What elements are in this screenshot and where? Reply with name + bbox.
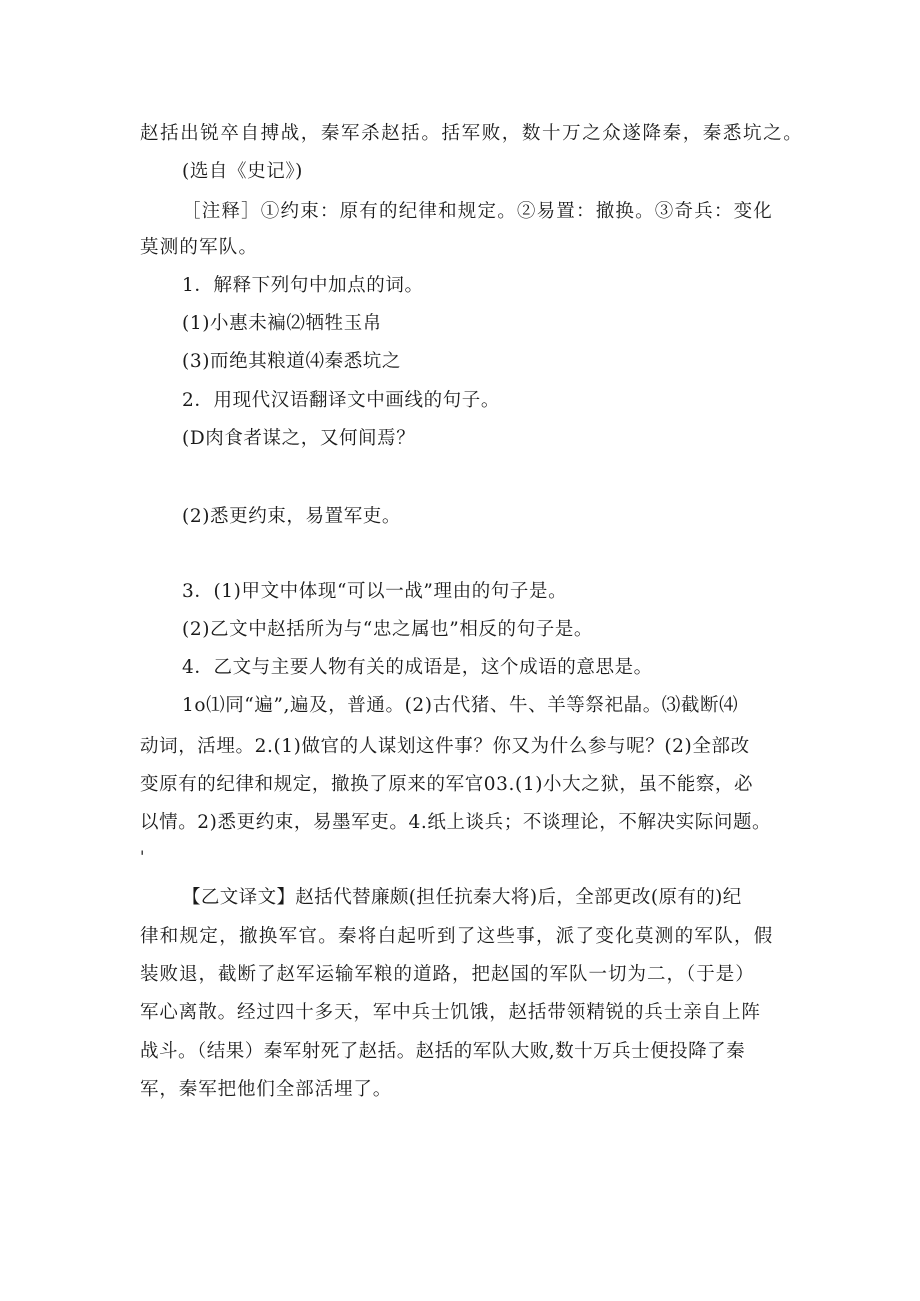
- question-2-item: (2)悉更约束，易置军吏。: [182, 506, 402, 527]
- question-1-item: (3)而绝其粮道⑷秦悉坑之: [182, 351, 402, 372]
- question-2: 2．用现代汉语翻译文中画线的句子。: [182, 390, 500, 411]
- translation-line: 律和规定，撤换军官。秦将白起听到了这些事，派了变化莫测的军队，假: [140, 926, 774, 947]
- translation-line: 装败退，截断了赵军运输军粮的道路，把赵国的军队一切为二，（于是）: [140, 964, 755, 985]
- question-4: 4．乙文与主要人物有关的成语是，这个成语的意思是。: [182, 657, 653, 678]
- question-1-item: (1)小惠未褊⑵牺牲玉帛: [182, 313, 382, 334]
- translation-line: 战斗。（结果）秦军射死了赵括。赵括的军队大败,数十万兵士便投降了秦: [140, 1041, 746, 1062]
- translation-line: 【乙文译文】赵括代替廉颇(担任抗秦大将)后，全部更改(原有的)纪: [182, 887, 742, 908]
- answer-line: 1o⑴同“遍”,遍及，普通。(2)古代猪、牛、羊等祭祀晶。⑶截断⑷: [182, 695, 739, 716]
- source-citation: (选自《史记》): [182, 161, 303, 182]
- answer-line: 变原有的纪律和规定，撤换了原来的军官03.(1)小大之狱，虽不能察，必: [140, 774, 754, 795]
- annotation-line: ［注释］①约束：原有的纪律和规定。②易置：撤换。③奇兵：变化: [182, 201, 774, 222]
- question-1: 1．解释下列句中加点的词。: [182, 275, 424, 296]
- question-3: 3．(1)甲文中体现“可以一战”理由的句子是。: [182, 581, 568, 602]
- answer-line: 动词，活埋。2.(1)做官的人谋划这件事？你又为什么参与呢？(2)全部改: [140, 736, 750, 757]
- question-2-item: (D肉食者谋之，又何间焉？: [182, 428, 416, 449]
- translation-line: 军，秦军把他们全部活埋了。: [140, 1079, 393, 1100]
- translation-line: 军心离散。经过四十多天，军中兵士饥饿，赵括带领精锐的兵士亲自上阵: [140, 1002, 761, 1023]
- question-3-item: (2)乙文中赵括所为与“忠之属也”相反的句子是。: [182, 619, 594, 640]
- stray-mark: ': [140, 847, 145, 866]
- annotation-line: 莫测的军队。: [140, 237, 259, 258]
- answer-line: 以情。2)悉更约束，易墨军吏。4.纸上谈兵；不谈理论，不解决实际问题。: [140, 812, 772, 833]
- text-line: 赵括出锐卒自搏战，秦军杀赵括。括军败，数十万之众遂降秦，秦悉坑之。: [140, 123, 804, 144]
